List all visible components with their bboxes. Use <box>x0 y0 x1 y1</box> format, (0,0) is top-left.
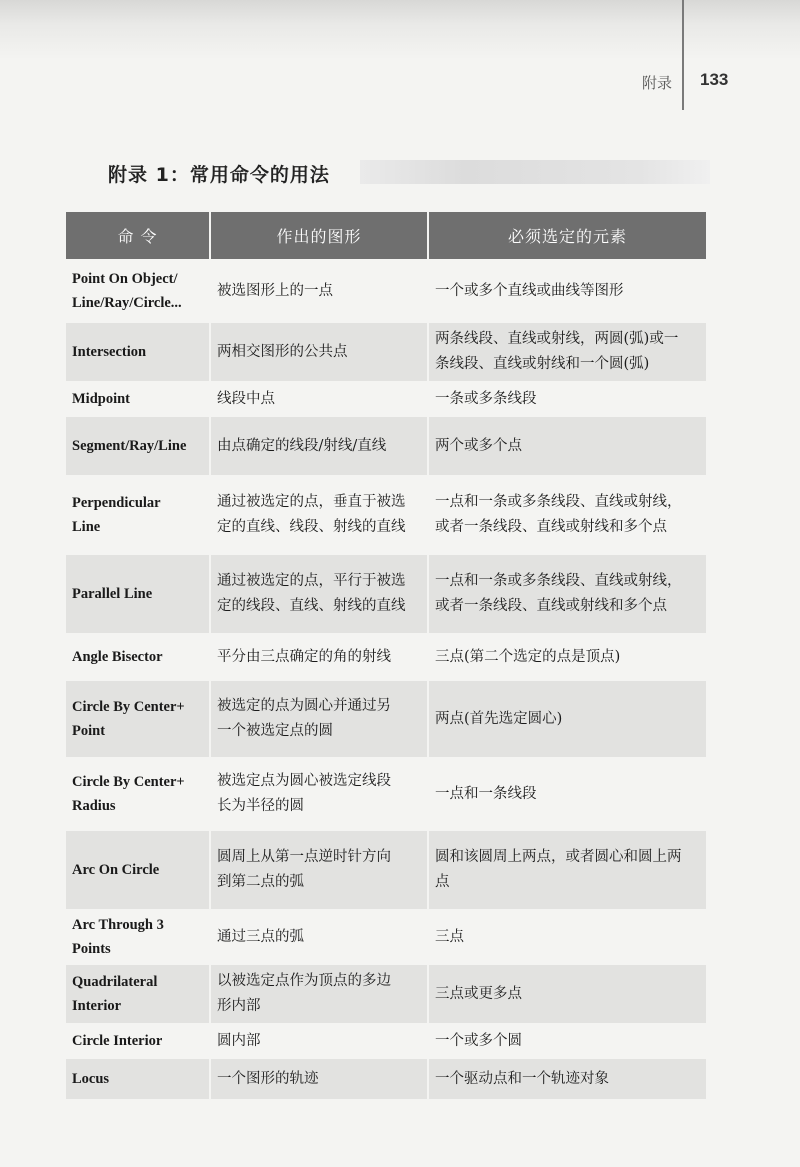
command-cell <box>66 831 210 909</box>
table-row <box>66 323 706 381</box>
cell-line: 三点 <box>435 928 464 945</box>
cell-line: Midpoint <box>72 391 131 407</box>
table-row <box>66 475 706 555</box>
figure-cell <box>210 1059 428 1099</box>
figure-cell <box>210 965 428 1023</box>
table-row <box>66 1059 706 1099</box>
table-row <box>66 417 706 475</box>
table-row <box>66 1023 706 1059</box>
cell-line: 一点和一条或多条线段、直线或射线， <box>435 494 682 510</box>
column-header-figure: 作出的图形 <box>210 212 428 259</box>
figure-cell <box>210 831 428 909</box>
running-head: 附录 <box>641 74 672 92</box>
elements-cell <box>428 831 706 909</box>
cell-line: 点 <box>435 874 450 890</box>
cell-line: 一点和一条或多条线段、直线或射线， <box>435 573 682 589</box>
command-cell <box>66 633 210 681</box>
cell-line: Arc On Circle <box>72 862 160 878</box>
cell-line: 线段中点 <box>217 390 275 407</box>
table-row <box>66 831 706 909</box>
table-row <box>66 555 706 633</box>
command-cell <box>66 1023 210 1059</box>
table-row <box>66 259 706 323</box>
cell-line: 两条线段、直线或射线，两圆(弧)或一 <box>435 331 679 347</box>
cell-line: 通过被选定的点，平行于被选 <box>217 573 406 589</box>
cell-line: 圆周上从第一点逆时针方向 <box>217 849 391 865</box>
page-number: 133 <box>700 70 729 89</box>
command-cell <box>66 555 210 633</box>
cell-line: 被选定的点为圆心并通过另 <box>217 698 391 714</box>
figure-cell <box>210 475 428 555</box>
cell-line: 三点或更多点 <box>435 985 522 1002</box>
command-cell <box>66 909 210 965</box>
cell-line: 定的直线、线段、射线的直线 <box>217 519 406 535</box>
elements-cell <box>428 1023 706 1059</box>
elements-cell <box>428 259 706 323</box>
cell-line: 圆内部 <box>217 1032 261 1049</box>
cell-line: 以被选定点作为顶点的多边 <box>217 973 391 989</box>
cell-line: Parallel Line <box>72 586 153 602</box>
cell-line: 通过被选定的点，垂直于被选 <box>217 494 406 510</box>
cell-line: 三点(第二个选定的点是顶点) <box>435 648 621 665</box>
elements-cell <box>428 1059 706 1099</box>
cell-line: 两个或多个点 <box>435 437 522 454</box>
cell-line: 一个被选定点的圆 <box>217 723 333 739</box>
cell-line: 一个或多个圆 <box>435 1032 522 1049</box>
elements-cell <box>428 323 706 381</box>
cell-line: Point On Object/ <box>72 271 178 287</box>
cell-line: Circle By Center+ <box>72 699 185 715</box>
cell-line: 通过三点的弧 <box>217 928 304 945</box>
elements-cell <box>428 381 706 417</box>
cell-line: 圆和该圆周上两点，或者圆心和圆上两 <box>435 849 682 865</box>
figure-cell <box>210 757 428 831</box>
cell-line: Circle By Center+ <box>72 774 185 790</box>
cell-line: 两点(首先选定圆心) <box>435 710 563 727</box>
cell-line: 定的线段、直线、射线的直线 <box>217 598 406 614</box>
cell-line: Angle Bisector <box>72 649 163 665</box>
cell-line: 由点确定的线段/射线/直线 <box>217 437 387 454</box>
figure-cell <box>210 555 428 633</box>
cell-line: Interior <box>72 998 122 1014</box>
cell-line: Points <box>72 941 111 957</box>
column-header-elements: 必须选定的元素 <box>428 212 706 259</box>
elements-cell <box>428 909 706 965</box>
cell-line: Line/Ray/Circle... <box>72 295 182 311</box>
column-header-command: 命 令 <box>66 212 210 259</box>
bleed-through-shading <box>360 160 710 184</box>
figure-cell <box>210 909 428 965</box>
elements-cell <box>428 757 706 831</box>
cell-line: Circle Interior <box>72 1033 163 1049</box>
elements-cell <box>428 633 706 681</box>
cell-line: 长为半径的圆 <box>217 798 304 814</box>
figure-cell <box>210 417 428 475</box>
figure-cell <box>210 381 428 417</box>
elements-cell <box>428 965 706 1023</box>
cell-line: Segment/Ray/Line <box>72 438 187 454</box>
elements-cell <box>428 417 706 475</box>
cell-line: Arc Through 3 <box>72 917 164 933</box>
cell-line: Line <box>72 519 101 535</box>
cell-line: Locus <box>72 1071 110 1087</box>
cell-line: 两相交图形的公共点 <box>217 343 348 360</box>
elements-cell <box>428 475 706 555</box>
figure-cell <box>210 681 428 757</box>
command-table <box>66 212 706 1099</box>
command-cell <box>66 323 210 381</box>
command-cell <box>66 259 210 323</box>
cell-line: Radius <box>72 798 116 814</box>
cell-line: 或者一条线段、直线或射线和多个点 <box>435 519 667 535</box>
table-row <box>66 909 706 965</box>
command-cell <box>66 1059 210 1099</box>
cell-line: 被选图形上的一点 <box>217 282 333 299</box>
cell-line: 一个驱动点和一个轨迹对象 <box>435 1070 609 1087</box>
table-row <box>66 965 706 1023</box>
table-header-row <box>66 212 706 259</box>
table-row <box>66 381 706 417</box>
cell-line: Quadrilateral <box>72 974 158 990</box>
elements-cell <box>428 555 706 633</box>
cell-line: 平分由三点确定的角的射线 <box>217 648 391 665</box>
command-cell <box>66 681 210 757</box>
cell-line: Intersection <box>72 344 147 360</box>
cell-line: Point <box>72 723 106 739</box>
command-cell <box>66 381 210 417</box>
cell-line: 一点和一条线段 <box>435 785 537 802</box>
cell-line: 到第二点的弧 <box>217 874 304 890</box>
table-row <box>66 633 706 681</box>
table-body <box>66 259 706 1099</box>
cell-line: 一条或多条线段 <box>435 390 537 407</box>
cell-line: 或者一条线段、直线或射线和多个点 <box>435 598 667 614</box>
header-rule <box>682 0 684 110</box>
figure-cell <box>210 323 428 381</box>
command-cell <box>66 965 210 1023</box>
cell-line: 被选定点为圆心被选定线段 <box>217 773 391 789</box>
section-title: 附录 1：常用命令的用法 <box>108 164 330 186</box>
figure-cell <box>210 259 428 323</box>
command-cell <box>66 475 210 555</box>
figure-cell <box>210 633 428 681</box>
table-row <box>66 757 706 831</box>
command-cell <box>66 417 210 475</box>
cell-line: 形内部 <box>217 998 261 1014</box>
cell-line: 一个或多个直线或曲线等图形 <box>435 282 624 299</box>
cell-line: 一个图形的轨迹 <box>217 1070 319 1087</box>
cell-line: Perpendicular <box>72 495 161 511</box>
cell-line: 条线段、直线或射线和一个圆(弧) <box>435 356 650 372</box>
table-row <box>66 681 706 757</box>
command-cell <box>66 757 210 831</box>
elements-cell <box>428 681 706 757</box>
figure-cell <box>210 1023 428 1059</box>
page-top-shading <box>0 0 800 60</box>
